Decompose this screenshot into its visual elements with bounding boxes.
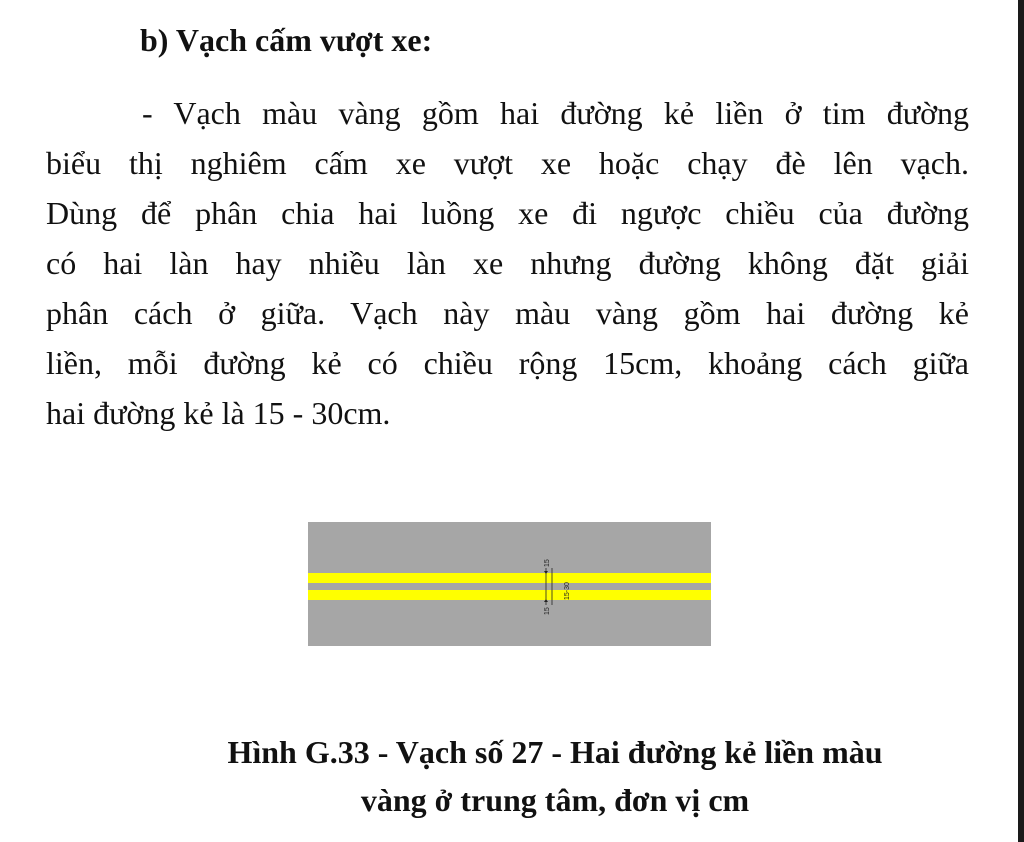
road-marking-diagram <box>308 522 711 646</box>
paragraph-line: hai đường kẻ là 15 - 30cm. <box>46 395 391 431</box>
road-marking-figure <box>308 522 711 646</box>
figure-caption <box>0 728 1024 824</box>
paragraph-line: Dùng để phân chia hai luồng xe đi ngược chiều của đường <box>46 195 969 231</box>
paragraph-line: biểu thị nghiêm cấm xe vượt xe hoặc chạy đè lên vạch. <box>46 145 969 181</box>
dimension-label-gap: 15-30 <box>564 582 571 600</box>
caption-line-1: Hình G.33 - Vạch số 27 - Hai đường kẻ liền màu <box>227 734 883 770</box>
section-heading: b) Vạch cấm vượt xe: <box>140 22 433 58</box>
caption-line-2: vàng ở trung tâm, đơn vị cm <box>360 782 750 818</box>
dimension-label-top: 15 <box>544 559 551 567</box>
yellow-line-top <box>308 573 711 583</box>
yellow-line-bottom <box>308 590 711 600</box>
description-paragraph <box>46 88 969 438</box>
road-surface <box>308 522 711 646</box>
page-edge-border <box>1018 0 1024 842</box>
paragraph-line: phân cách ở giữa. Vạch này màu vàng gồm hai đường kẻ <box>46 295 969 331</box>
paragraph-line: có hai làn hay nhiều làn xe nhưng đường không đặt giải <box>46 245 969 281</box>
dimension-label-bottom: 15 <box>544 607 551 615</box>
paragraph-line: - Vạch màu vàng gồm hai đường kẻ liền ở tim đường <box>142 95 969 131</box>
paragraph-line: liền, mỗi đường kẻ có chiều rộng 15cm, khoảng cách giữa <box>46 345 969 381</box>
